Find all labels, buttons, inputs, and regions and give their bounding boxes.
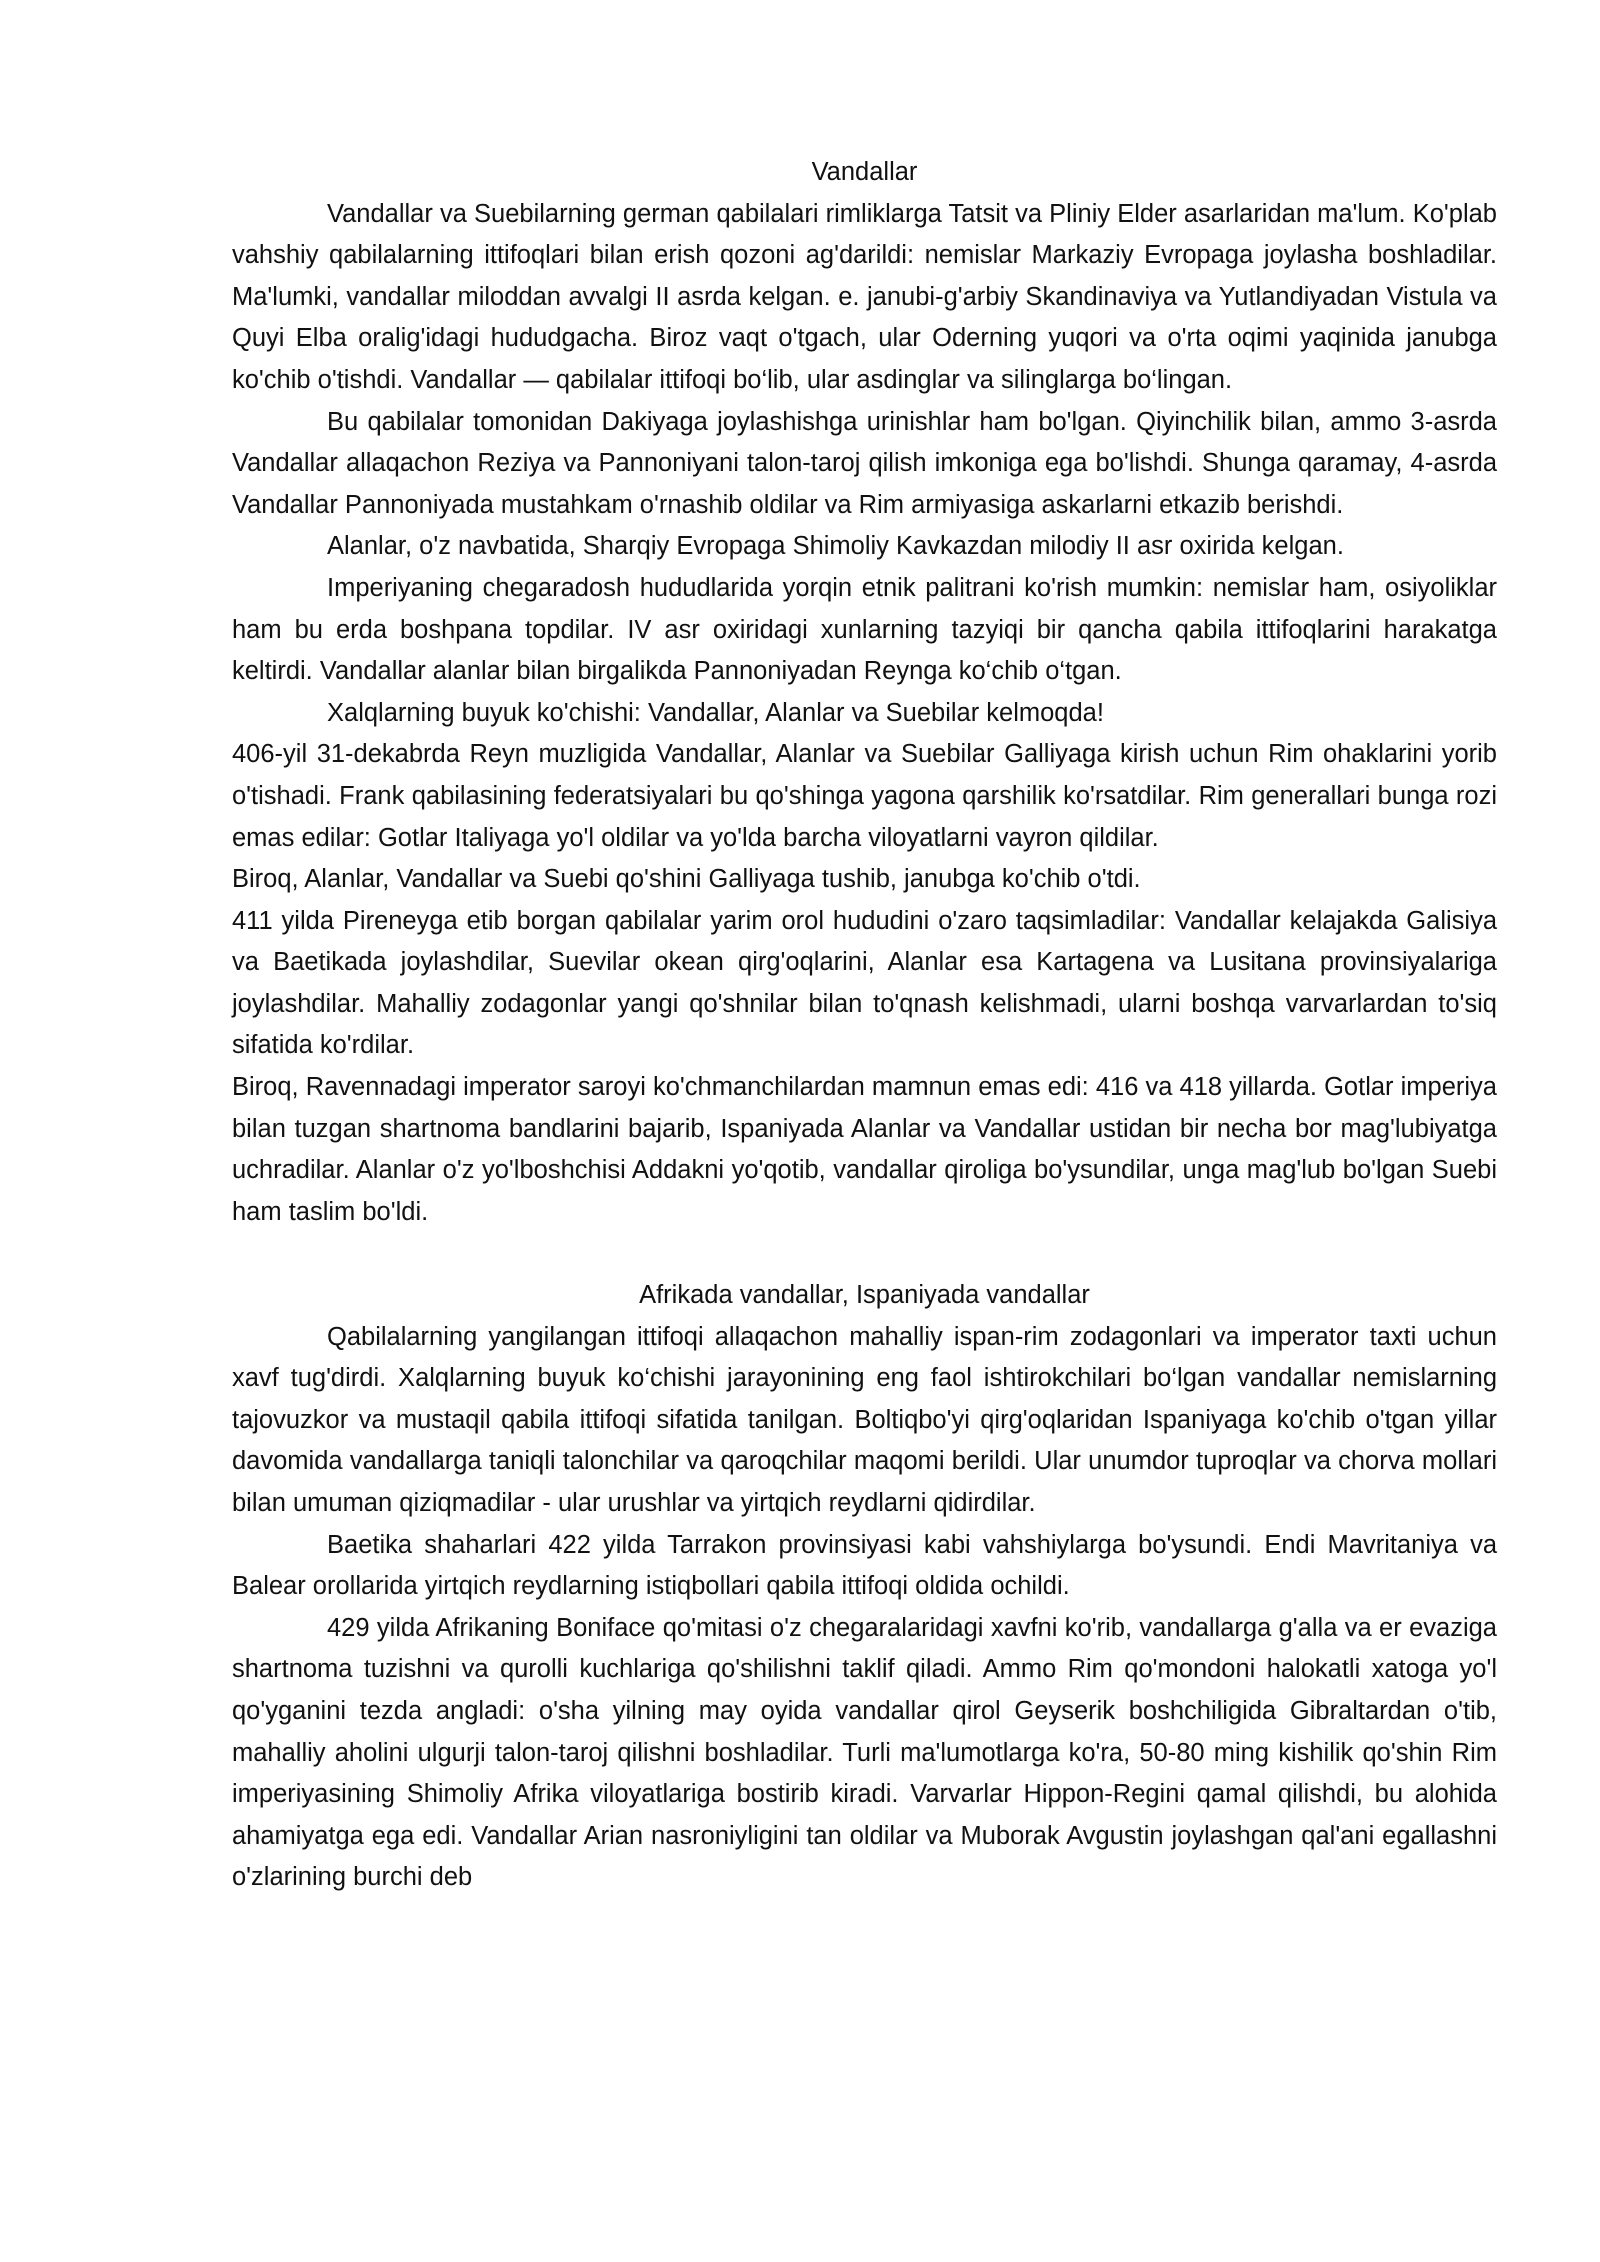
paragraph: Biroq, Alanlar, Vandallar va Suebi qo'shini Galliyaga tushib, janubga ko'chib o'tdi.	[232, 865, 1141, 894]
paragraph: 406-yil 31-dekabrda Reyn muzligida Vandallar, Alanlar va Suebilar Galliyaga kirish uchun Rim ohaklarini yorib o'tishadi. Frank qabilasining federatsiyalari bu qo'shinga yagona qarshilik ko'rsatdilar. Rim generallari bunga rozi emas edilar: Gotlar Italiyaga yo'l oldilar va yo'lda barcha viloyatlarni vayron qildilar.	[232, 740, 1497, 852]
paragraph: 429 yilda Afrikaning Boniface qo'mitasi o'z chegaralaridagi xavfni ko'rib, vandallarga g'alla va er evaziga shartnoma tuzishni va qurolli kuchlariga qo'shilishni taklif qiladi. Ammo Rim qo'mondoni halokatli xatoga yo'l qo'yganini tezda angladi: o'sha yilning may oyida vandallar qirol Geyserik boshchiligida Gibraltardan o'tib, mahalliy aholini ulgurji talon-taroj qilishni boshladilar. Turli ma'lumotlarga ko'ra, 50-80 ming kishilik qo'shin Rim imperiyasining Shimoliy Afrika viloyatlariga bostirib kiradi. Varvarlar Hippon-Regini qamal qilishdi, bu alohida ahamiyatga ega edi. Vandallar Arian nasroniyligini tan oldilar va Muborak Avgustin joylashgan qal'ani egallashni o'zlarining burchi deb	[232, 1613, 1497, 1892]
paragraph: Xalqlarning buyuk ko'chishi: Vandallar, Alanlar va Suebilar kelmoqda!	[327, 698, 1104, 727]
paragraph: Imperiyaning chegaradosh hududlarida yorqin etnik palitrani ko'rish mumkin: nemislar ham, osiyoliklar ham bu erda boshpana topdilar. IV asr oxiridagi xunlarning tazyiqi bir qancha qabila ittifoqlarini harakatga keltirdi. Vandallar alanlar bilan birgalikda Pannoniyadan Reynga ko‘chib o‘tgan.	[232, 573, 1497, 686]
paragraph: Baetika shaharlari 422 yilda Tarrakon provinsiyasi kabi vahshiylarga bo'ysundi. Endi Mavritaniya va Balear orollarida yirtqich reydlarning istiqbollari qabila ittifoqi oldida ochildi.	[232, 1530, 1497, 1601]
paragraph: 411 yilda Pireneyga etib borgan qabilalar yarim orol hududini o'zaro taqsimladilar: Vandallar kelajakda Galisiya va Baetikada joylashdilar, Suevilar okean qirg'oqlarini, Alanlar esa Kartagena va Lusitana provinsiyalariga joylashdilar. Mahalliy zodagonlar yangi qo'shnilar bilan to'qnash kelishmadi, ularni boshqa varvarlardan to'siq sifatida ko'rdilar.	[232, 906, 1497, 1060]
paragraph: Alanlar, o'z navbatida, Sharqiy Evropaga Shimoliy Kavkazdan milodiy II asr oxirida kelgan.	[327, 532, 1344, 561]
section-2-body	[232, 1317, 1497, 1899]
paragraph: Qabilalarning yangilangan ittifoqi allaqachon mahalliy ispan-rim zodagonlari va imperator taxti uchun xavf tug'dirdi. Xalqlarning buyuk ko‘chishi jarayonining eng faol ishtirokchilari bo‘lgan vandallar nemislarning tajovuzkor va mustaqil qabila ittifoqi sifatida tanilgan. Boltiqbo'yi qirg'oqlaridan Ispaniyaga ko'chib o'tgan yillar davomida vandallarga taniqli talonchilar va qaroqchilar maqomi berildi. Ular unumdor tuproqlar va chorva mollari bilan umuman qiziqmadilar - ular urushlar va yirtqich reydlarni qidirdilar.	[232, 1322, 1497, 1517]
paragraph: Vandallar va Suebilarning german qabilalari rimliklarga Tatsit va Pliniy Elder asarlaridan ma'lum. Ko'plab vahshiy qabilalarning ittifoqlari bilan erish qozoni ag'darildi: nemislar Markaziy Evropaga joylasha boshladilar. Ma'lumki, vandallar miloddan avvalgi II asrda kelgan. e. janubi-g'arbiy Skandinaviya va Yutlandiyadan Vistula va Quyi Elba oralig'idagi hududgacha. Biroz vaqt o'tgach, ular Oderning yuqori va o'rta oqimi yaqinida janubga ko'chib o'tishdi. Vandallar — qabilalar ittifoqi bo‘lib, ular asdinglar va silinglarga bo‘lingan.	[232, 199, 1497, 394]
document-title: Vandallar	[811, 158, 918, 186]
document-page	[232, 152, 1497, 1899]
paragraph: Bu qabilalar tomonidan Dakiyaga joylashishga urinishlar ham bo'lgan. Qiyinchilik bilan, ammo 3-asrda Vandallar allaqachon Reziya va Pannoniyani talon-taroj qilish imkoniga ega bo'lishdi. Shunga qaramay, 4-asrda Vandallar Pannoniyada mustahkam o'rnashib oldilar va Rim armiyasiga askarlarni etkazib berishdi.	[232, 407, 1497, 519]
section-2-title: Afrikada vandallar, Ispaniyada vandallar	[639, 1281, 1090, 1310]
section-1-body	[232, 194, 1497, 1234]
paragraph: Biroq, Ravennadagi imperator saroyi ko'chmanchilardan mamnun emas edi: 416 va 418 yillarda. Gotlar imperiya bilan tuzgan shartnoma bandlarini bajarib, Ispaniyada Alanlar va Vandallar ustidan bir necha bor mag'lubiyatga uchradilar. Alanlar o'z yo'lboshchisi Addakni yo'qotib, vandallar qiroliga bo'ysundilar, unga mag'lub bo'lgan Suebi ham taslim bo'ldi.	[232, 1073, 1497, 1226]
